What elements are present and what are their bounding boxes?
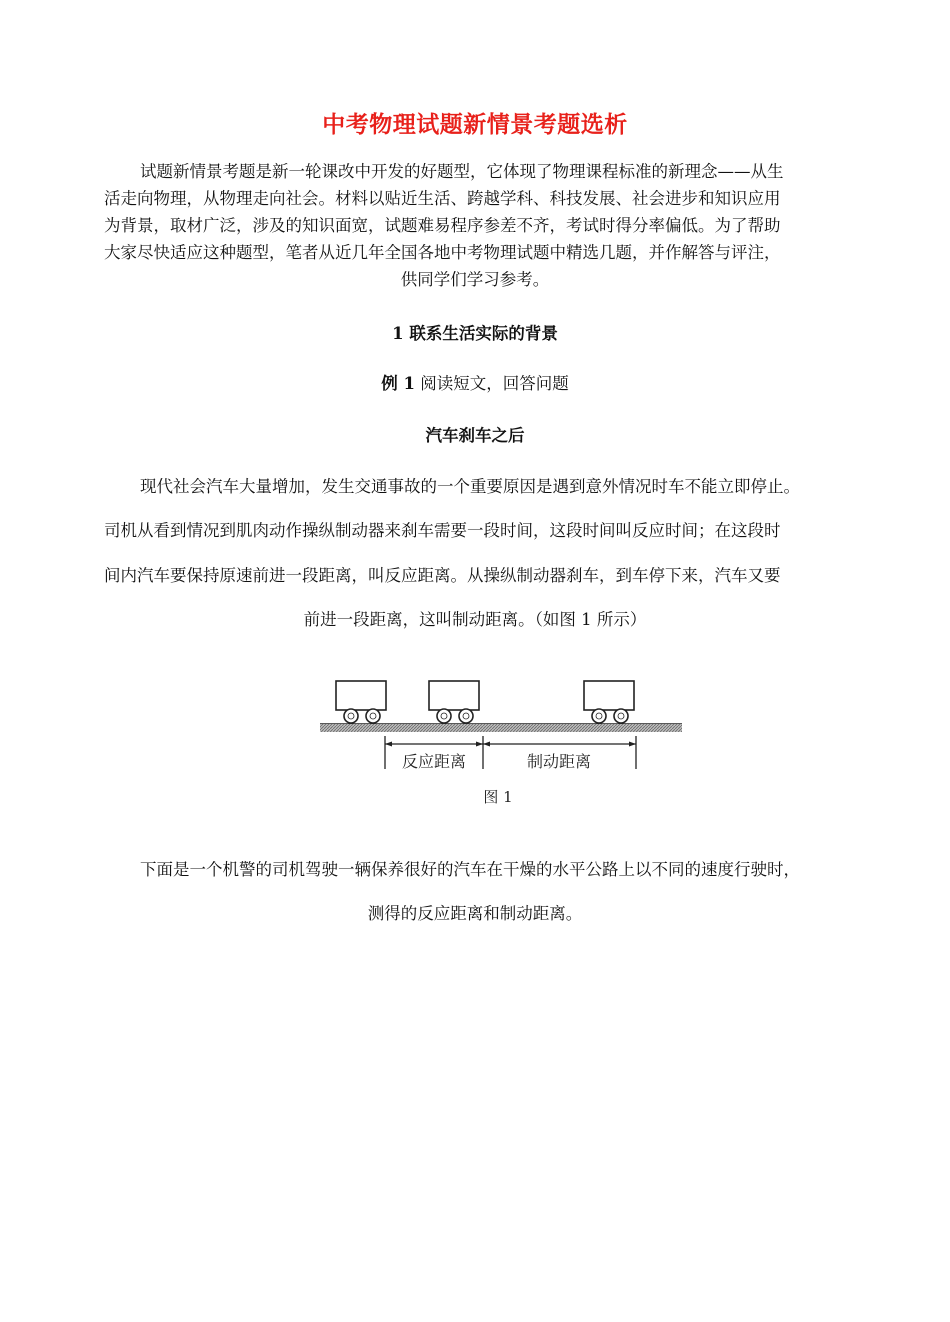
- intro-line-2: 活走向物理，从物理走向社会。材料以贴近生活、跨越学科、科技发展、社会进步和知识应用: [104, 189, 781, 208]
- car-2: [429, 681, 479, 723]
- figure-caption: 图 1: [483, 788, 513, 806]
- passage-title: 汽车刹车之后: [425, 426, 525, 445]
- car-3: [584, 681, 634, 723]
- reaction-distance-arrow: [385, 742, 483, 747]
- road-hatching: [320, 724, 682, 732]
- after-figure-line-2: 测得的反应距离和制动距离。: [367, 904, 583, 923]
- passage-line-2: 司机从看到情况到肌肉动作操纵制动器来刹车需要一段时间，这段时间叫反应时间；在这段时: [104, 521, 781, 540]
- section-heading: 1 联系生活实际的背景: [392, 324, 558, 343]
- intro-line-3: 为背景，取材广泛，涉及的知识面宽，试题难易程序参差不齐，考试时得分率偏低。为了帮助: [104, 216, 781, 235]
- example-label: 例 1: [381, 374, 415, 393]
- braking-distance-label: 制动距离: [526, 752, 592, 771]
- example-heading: [0, 373, 950, 395]
- intro-line-4: 大家尽快适应这种题型，笔者从近几年全国各地中考物理试题中精选几题，并作解答与评注，: [104, 243, 781, 262]
- passage-line-4: 前进一段距离，这叫制动距离。（如图 1 所示）: [303, 610, 647, 629]
- example-instruction: 阅读短文，回答问题: [414, 374, 569, 393]
- braking-distance-arrow: [483, 742, 636, 747]
- passage-line-1: 现代社会汽车大量增加，发生交通事故的一个重要原因是遇到意外情况时车不能立即停止。: [140, 477, 800, 496]
- passage-line-3: 间内汽车要保持原速前进一段距离，叫反应距离。从操纵制动器刹车，到车停下来，汽车又要: [104, 566, 781, 585]
- intro-line-5: 供同学们学习参考。: [400, 270, 550, 289]
- document-title: 中考物理试题新情景考题选析: [322, 111, 628, 138]
- car-1: [336, 681, 386, 723]
- reaction-distance-label: 反应距离: [401, 752, 467, 771]
- braking-distance-diagram: [318, 675, 684, 810]
- intro-line-1: 试题新情景考题是新一轮课改中开发的好题型，它体现了物理课程标准的新理念——从生: [140, 162, 784, 181]
- after-figure-line-1: 下面是一个机警的司机驾驶一辆保养很好的汽车在干燥的水平公路上以不同的速度行驶时，: [140, 860, 800, 879]
